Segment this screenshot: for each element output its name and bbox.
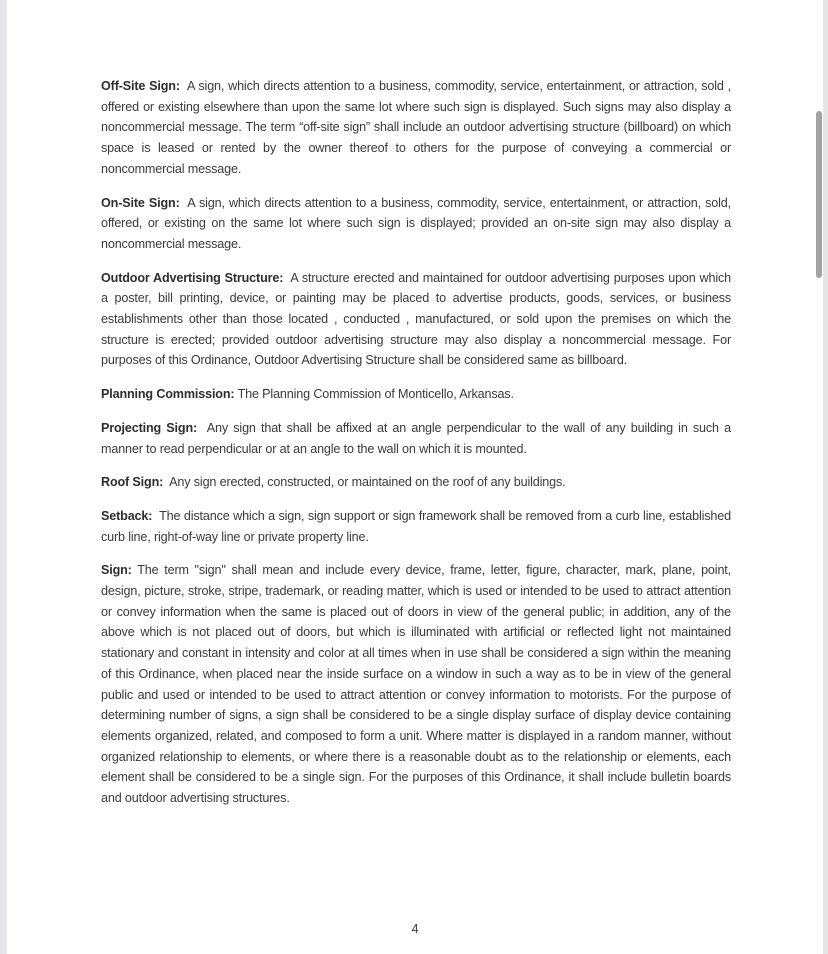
definition-off-site-sign [101, 76, 731, 180]
vertical-scrollbar[interactable] [813, 0, 823, 954]
scrollbar-thumb[interactable] [816, 111, 822, 278]
definition-term: Outdoor Advertising Structure: [101, 270, 284, 285]
page-number: 4 [411, 922, 419, 936]
definition-text: A sign, which directs attention to a business, commodity, service, entertainment, or attraction, sold, offered, or existing on the same lot where such sign is displayed; provided an on-site sign may also display a noncommercial message. [101, 195, 731, 251]
definition-term: Roof Sign: [101, 475, 164, 490]
definition-term: Sign: [101, 563, 132, 578]
definition-setback [101, 506, 731, 547]
definition-sign [101, 560, 731, 808]
definition-projecting-sign [101, 418, 731, 459]
definition-outdoor-advertising-structure [101, 268, 731, 372]
definition-term: Setback: [101, 508, 153, 523]
definition-text: Any sign that shall be affixed at an angle perpendicular to the wall of any building in such a manner to read perpendicular or at an angle to the wall on which it is mounted. [101, 420, 731, 456]
definition-term: Off-Site Sign: [101, 79, 180, 93]
definition-on-site-sign [101, 193, 731, 255]
definition-text: A structure erected and maintained for outdoor advertising purposes upon which a poster, bill printing, device, or painting may be placed to advertise products, goods, services, or business establishments other than those located , conducted , manufactured, or sold upon the premises on which the structure is erected; provided outdoor advertising structure may also display a noncommercial message. For purposes of this Ordinance, Outdoor Advertising Structure shall be considered same as billboard. [101, 270, 731, 368]
definitions-list [101, 76, 731, 822]
definition-text: The term "sign" shall mean and include every device, frame, letter, figure, character, mark, plane, point, design, picture, stroke, stripe, trademark, or reading matter, which is used or intended to be used to attract attention or convey information when the same is placed out of doors in view of the general public; in addition, any of the above which is not placed out of doors, but which is illuminated with artificial or reflected light not maintained stationary and constant in intensity and color at all times when in use shall be considered a sign within the meaning of this Ordinance, when placed near the inside surface on a window in such a way as to be in view of the general public and used or intended to be used to attract attention or convey information to motorists. For the purpose of determining number of signs, a sign shall be considered to be a single display surface of display device containing elements organized, related, and composed to form a unit. Where matter is displayed in a random manner, without organized relationship to elements, or where there is a reasonable doubt as to the relationship or elements, each element shall be considered to be a single sign. For the purposes of this Ordinance, it shall include bulletin boards and outdoor advertising structures. [101, 563, 731, 806]
document-page [7, 0, 823, 954]
definition-text: Any sign erected, constructed, or maintained on the roof of any buildings. [169, 475, 566, 490]
definition-text: The distance which a sign, sign support or sign framework shall be removed from a curb line, established curb line, right-of-way line or private property line. [101, 508, 731, 544]
definition-roof-sign [101, 472, 731, 493]
definition-term: On-Site Sign: [101, 195, 180, 210]
definition-term: Planning Commission: [101, 387, 235, 402]
definition-text: The Planning Commission of Monticello, Arkansas. [237, 387, 514, 402]
definition-term: Projecting Sign: [101, 420, 198, 435]
definition-planning-commission [101, 384, 731, 405]
definition-text: A sign, which directs attention to a business, commodity, service, entertainment, or attraction, sold , offered or existing elsewhere than upon the same lot where such sign is displayed. Such signs may also display a noncommercial message. The term “off-site sign” shall include an outdoor advertising structure (billboard) on which space is leased or rented by the owner thereof to others for the purpose of conveying a commercial or noncommercial message. [101, 79, 731, 176]
